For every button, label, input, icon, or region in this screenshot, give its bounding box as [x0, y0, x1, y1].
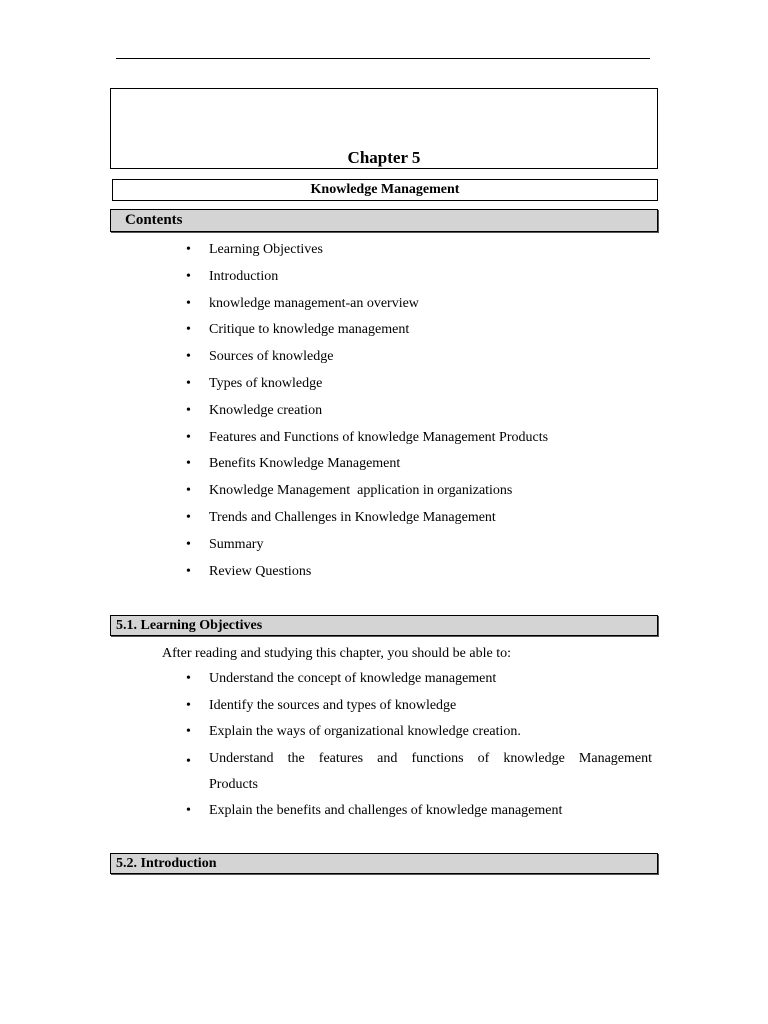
contents-item	[186, 347, 649, 374]
contents-item-label: Types of knowledge	[209, 375, 323, 391]
bullet-icon: •	[186, 563, 191, 579]
contents-item	[186, 294, 649, 321]
contents-item	[186, 428, 649, 455]
bullet-icon: •	[186, 456, 191, 472]
contents-item	[186, 562, 649, 589]
contents-list	[186, 240, 649, 588]
contents-item	[186, 508, 649, 535]
introduction-heading: 5.2. Introduction	[110, 853, 658, 874]
chapter-subtitle: Knowledge Management	[112, 179, 658, 201]
learning-objectives-heading: 5.1. Learning Objectives	[110, 615, 658, 636]
contents-item-label: Summary	[209, 536, 264, 552]
contents-item-label: Sources of knowledge	[209, 349, 334, 365]
contents-item-label: Introduction	[209, 268, 279, 284]
bullet-icon: •	[186, 429, 191, 445]
contents-item-label: Review Questions	[209, 563, 312, 579]
header-rule	[116, 58, 650, 59]
bullet-icon: •	[186, 322, 191, 338]
bullet-icon: •	[186, 536, 191, 552]
bullet-icon: •	[186, 483, 191, 499]
bullet-icon: •	[186, 402, 191, 418]
bullet-icon: •	[186, 295, 191, 311]
bullet-icon: •	[186, 375, 191, 391]
contents-item	[186, 374, 649, 401]
contents-item	[186, 481, 649, 508]
learning-objectives-list	[186, 669, 652, 828]
contents-item	[186, 454, 649, 481]
bullet-icon: •	[186, 349, 191, 365]
objective-item-label: Understand the concept of knowledge management	[209, 671, 497, 686]
contents-item-label: Benefits Knowledge Management	[209, 456, 401, 472]
contents-item	[186, 535, 649, 562]
bullet-icon: •	[186, 724, 191, 740]
bullet-icon: •	[186, 697, 191, 713]
contents-heading: Contents	[110, 209, 658, 232]
objective-item-label: Explain the ways of organizational knowledge creation.	[209, 724, 521, 740]
bullet-icon: •	[186, 803, 191, 819]
bullet-icon: •	[186, 268, 191, 284]
contents-item	[186, 267, 649, 294]
contents-item-label: knowledge management-an overview	[209, 295, 419, 311]
contents-item	[186, 401, 649, 428]
objective-item-label: Identify the sources and types of knowledge	[209, 697, 457, 713]
objective-item	[186, 696, 652, 716]
objective-item	[186, 801, 652, 821]
objective-item-label-continued: Products	[209, 776, 258, 792]
contents-item	[186, 320, 649, 347]
objective-item-label: Explain the benefits and challenges of knowledge management	[209, 803, 563, 819]
objective-item	[186, 722, 652, 742]
contents-item-label: Learning Objectives	[209, 242, 323, 257]
chapter-title: Chapter 5	[347, 148, 421, 167]
contents-item-label: Knowledge Management application in organizations	[209, 483, 513, 499]
bullet-icon: •	[186, 242, 191, 257]
contents-item-label: Trends and Challenges in Knowledge Management	[209, 509, 496, 525]
contents-item	[186, 240, 649, 267]
objective-item-label: Understand the features and functions of knowledge Management	[209, 750, 652, 766]
bullet-icon: •	[186, 753, 191, 769]
objective-item	[186, 746, 652, 798]
bullet-icon: •	[186, 509, 191, 525]
learning-objectives-intro: After reading and studying this chapter, you should be able to:	[162, 646, 511, 661]
contents-item-label: Knowledge creation	[209, 402, 323, 418]
chapter-title-box	[110, 88, 658, 169]
bullet-icon: •	[186, 671, 191, 686]
contents-item-label: Critique to knowledge management	[209, 322, 410, 338]
objective-item	[186, 669, 652, 689]
contents-item-label: Features and Functions of knowledge Management Products	[209, 429, 549, 445]
